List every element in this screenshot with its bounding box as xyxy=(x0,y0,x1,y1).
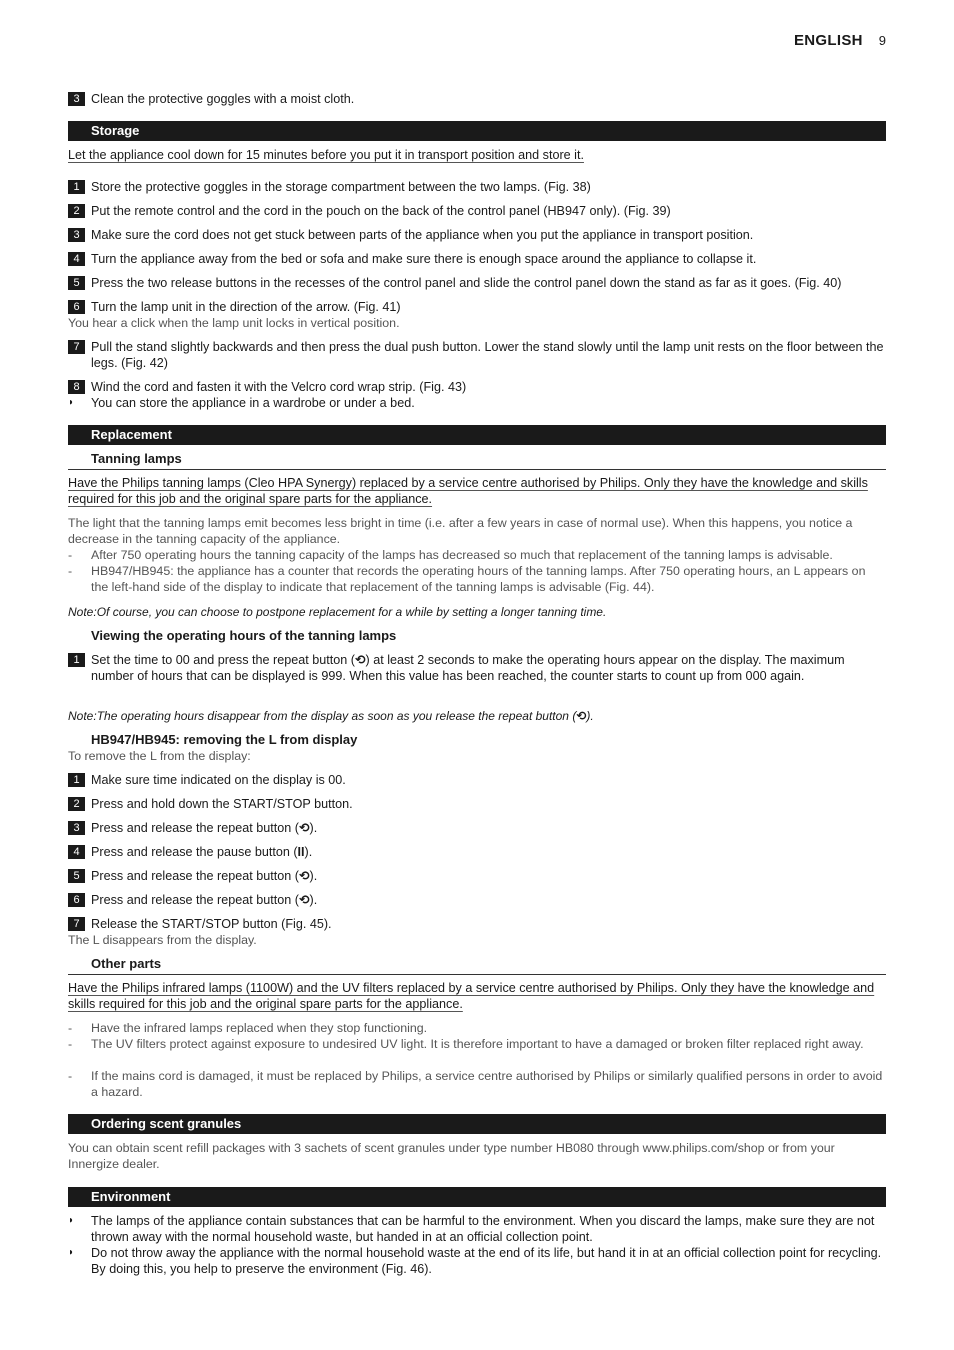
repeat-icon: ⟲ xyxy=(576,709,587,723)
note: Note:Of course, you can choose to postpone replacement for a while by setting a longer tanning time. xyxy=(68,605,607,619)
step-item: 1 Make sure time indicated on the display is 00. xyxy=(68,772,886,788)
dash-item: - HB947/HB945: the appliance has a counter that records the operating hours of the tanning lamps. After 750 operating hours, an L appears on the left-hand side of the display to indicate that replacement of the tanning lamps is advisable (Fig. 44). xyxy=(68,564,866,594)
repeat-icon: ⟲ xyxy=(298,893,310,907)
pause-icon: II xyxy=(297,845,305,859)
step-note: The L disappears from the display. xyxy=(68,933,257,947)
step-item: 4 Press and release the pause button (II). xyxy=(68,844,886,860)
step-item xyxy=(68,91,886,107)
section-heading-environment: Environment xyxy=(68,1187,886,1207)
dash-item: - The UV filters protect against exposure to undesired UV light. It is therefore important to have a damaged or broken filter replaced right away. xyxy=(68,1037,864,1051)
step-item: 2 Press and hold down the START/STOP button. xyxy=(68,796,886,812)
subheading-removing-l: HB947/HB945: removing the L from display xyxy=(91,732,358,747)
note: Note:The operating hours disappear from the display as soon as you release the repeat button (⟲). xyxy=(68,709,594,723)
step-item: 8 Wind the cord and fasten it with the Velcro cord wrap strip. (Fig. 43) xyxy=(68,379,886,395)
dash-item: - After 750 operating hours the tanning capacity of the lamps has decreased so much that replacement of the tanning lamps is advisable. xyxy=(68,548,833,562)
ordering-text: You can obtain scent refill packages with 3 sachets of scent granules under type number HB080 through www.philips.com/shop or from your Innergize dealer. xyxy=(68,1141,835,1171)
bullet-arrow-icon: ◗ xyxy=(68,1247,75,1258)
bullet-item: ◗ The lamps of the appliance contain substances that can be harmful to the environment. When you discard the lamps, make sure they are not thrown away with the normal household waste, but handed in at an official collection point. xyxy=(68,1214,875,1244)
step-item: 5 Press and release the repeat button (⟲). xyxy=(68,868,886,884)
divider xyxy=(68,974,886,975)
step-item: 4 Turn the appliance away from the bed or sofa and make sure there is enough space around the appliance to collapse it. xyxy=(68,251,886,267)
other-warning: Have the Philips infrared lamps (1100W) and the UV filters replaced by a service centre authorised by Philips. Only they have the knowledge and skills required for this job and the original spare parts for the appliance. xyxy=(68,981,875,1011)
step-item: 1 Set the time to 00 and press the repeat button (⟲) at least 2 seconds to make the operating hours appear on the display. The maximum number of hours that can be displayed is 999. When this value has been reached, the counter starts to count up from 000 again. xyxy=(68,652,886,684)
dash-item: - Have the infrared lamps replaced when they stop functioning. xyxy=(68,1021,428,1035)
section-heading-replacement: Replacement xyxy=(68,425,886,445)
dash-item: - If the mains cord is damaged, it must be replaced by Philips, a service centre authorised by Philips or similarly qualified persons in order to avoid a hazard. xyxy=(68,1069,883,1099)
result-arrow-icon: ◗ xyxy=(68,397,75,408)
tanning-warning: Have the Philips tanning lamps (Cleo HPA Synergy) replaced by a service centre authorised by Philips. Only they have the knowledge and skills required for this job and the original spare parts for the appliance. xyxy=(68,476,868,506)
subheading-other-parts: Other parts xyxy=(91,956,162,971)
step-item: 5 Press the two release buttons in the recesses of the control panel and slide the control panel down the stand as far as it goes. (Fig. 40) xyxy=(68,275,886,291)
subheading-tanning-lamps: Tanning lamps xyxy=(91,451,182,466)
step-item: 7 Release the START/STOP button (Fig. 45). xyxy=(68,916,886,932)
section-heading-storage: Storage xyxy=(68,121,886,141)
bullet-item: ◗ Do not throw away the appliance with the normal household waste at the end of its life, but hand it in at an official collection point for recycling. By doing this, you help to preserve the environment (Fig. 46). xyxy=(68,1246,882,1276)
repeat-icon: ⟲ xyxy=(354,653,366,667)
removing-intro: To remove the L from the display: xyxy=(68,749,251,763)
step-item: 7 Pull the stand slightly backwards and then press the dual push button. Lower the stand slowly until the lamp unit rests on the floor between the legs. (Fig. 42) xyxy=(68,339,886,371)
language-label: ENGLISH xyxy=(793,32,863,49)
page-header xyxy=(794,32,886,49)
bullet-arrow-icon: ◗ xyxy=(68,1215,75,1226)
step-item: 6 Press and release the repeat button (⟲). xyxy=(68,892,886,908)
repeat-icon: ⟲ xyxy=(298,821,310,835)
step-item: 1 Store the protective goggles in the storage compartment between the two lamps. (Fig. 38) xyxy=(68,179,886,195)
step-note: You hear a click when the lamp unit locks in vertical position. xyxy=(68,316,400,330)
step-number: 3 xyxy=(68,92,85,106)
step-item: 3 Press and release the repeat button (⟲). xyxy=(68,820,886,836)
step-text: Clean the protective goggles with a moist cloth. xyxy=(91,92,355,106)
storage-warning: Let the appliance cool down for 15 minutes before you put it in transport position and store it. xyxy=(68,148,584,162)
subheading-viewing-hours: Viewing the operating hours of the tanning lamps xyxy=(91,628,397,643)
tanning-intro: The light that the tanning lamps emit becomes less bright in time (i.e. after a few years in case of normal use). When this happens, you notice a decrease in the tanning capacity of the appliance. xyxy=(68,516,853,546)
divider xyxy=(68,469,886,470)
section-heading-ordering: Ordering scent granules xyxy=(68,1114,886,1134)
step-item: 3 Make sure the cord does not get stuck between parts of the appliance when you put the appliance in transport position. xyxy=(68,227,886,243)
repeat-icon: ⟲ xyxy=(298,869,310,883)
result-item: ◗ You can store the appliance in a wardrobe or under a bed. xyxy=(68,396,415,410)
step-item: 6 Turn the lamp unit in the direction of the arrow. (Fig. 41) xyxy=(68,299,886,315)
page-number: 9 xyxy=(878,33,886,48)
step-item: 2 Put the remote control and the cord in the pouch on the back of the control panel (HB947 only). (Fig. 39) xyxy=(68,203,886,219)
